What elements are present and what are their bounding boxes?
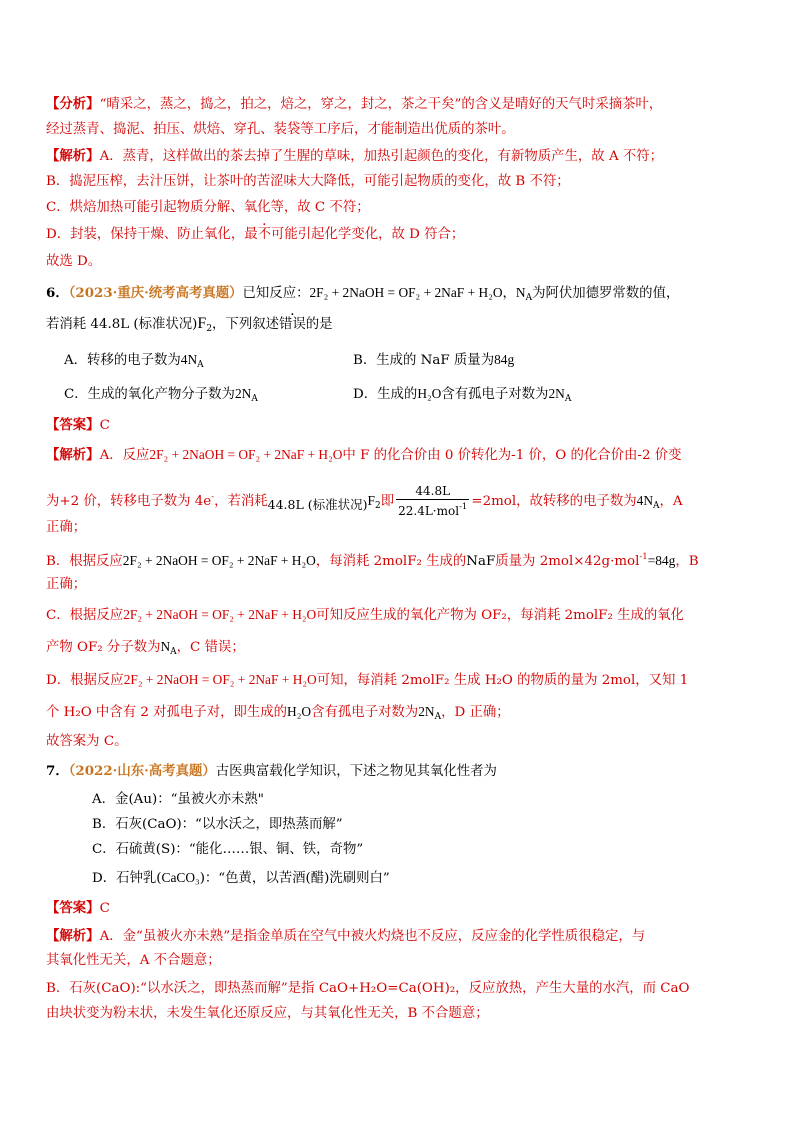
explain5-a: 【解析】A．蒸青，这样做出的茶去掉了生腥的草味，加热引起颜色的变化，有新物质产生，故 A 不符； [46, 148, 664, 164]
q7-explain-b-1: B．石灰(CaO):“以水沃之，即热蒸而解”是指 CaO+H₂O=Ca(OH)₂，反应放热，产生大量的水汽，而 CaO [46, 981, 690, 996]
q6-stem-line-1: 6．（2023·重庆·统考高考真题）已知反应：2F₂ + 2NaOH = OF₂ + 2NaF + H₂O，$N_A$为阿伏加德罗常数的值， [46, 285, 680, 303]
q6-explain-a-3: 正确； [46, 520, 87, 535]
q7-answer: 【答案】C [46, 900, 110, 916]
q6-answer: 【答案】C [46, 417, 110, 433]
q6-explain-a-1: 【解析】A．反应2F₂ + 2NaOH = OF₂ + 2NaF + H₂O中 F 的化合价由 0 价转化为-1 价，O 的化合价由-2 价变 [46, 447, 682, 463]
q7-explain-a-1: 【解析】A．金“虽被火亦未熟”是指金单质在空气中被火灼烧也不反应，反应金的化学性质很稳定，与 [46, 928, 646, 944]
q6-number: 6． [46, 285, 69, 301]
q6-conclusion: 故答案为 C。 [46, 734, 128, 749]
explain5-c: C．烘焙加热可能引起物质分解、氧化等，故 C 不符； [46, 200, 370, 215]
q6-explain-b-1: B．根据反应2F₂ + 2NaOH = OF₂ + 2NaF + H₂O，每消耗 2molF₂ 生成的NaF质量为 2mol×42g·mol$^{-1}$=84g，B [46, 552, 699, 569]
q6-explain-d-1: D．根据反应2F₂ + 2NaOH = OF₂ + 2NaF + H₂O可知，每消耗 2molF₂ 生成 H₂O 的物质的量为 2mol，又知 1 [46, 672, 689, 688]
q6-option-d: D．生成的H₂O含有孤电子对数为$2N_A$ [353, 386, 572, 404]
q6-explain-d-2: 个 H₂O 中含有 2 对孤电子对，即生成的H₂O含有孤电子对数为$2N_A$，D 正确； [46, 704, 510, 722]
q6-explain-c-1: C．根据反应2F₂ + 2NaOH = OF₂ + 2NaF + H₂O可知反应生成的氧化产物为 OF₂，每消耗 2molF₂ 生成的氧化 [46, 607, 685, 623]
q6-source: （2023·重庆·统考高考真题） [68, 285, 243, 301]
explain5-d: D．封装，保持干燥、防止氧化，最不可能引起化学变化，故 D 符合； [46, 227, 465, 242]
q7-stem: 7．（2022·山东·高考真题）古医典富载化学知识，下述之物见其氧化性者为 [46, 763, 497, 779]
q7-explain-a-2: 其氧化性无关，A 不合题意； [46, 953, 221, 968]
q7-number: 7． [46, 763, 69, 779]
q6-option-a: A．转移的电子数为$4N_A$ [64, 352, 204, 370]
q7-option-c: C．石硫黄(S)：“能化……银、铜、铁，奇物” [92, 842, 364, 857]
q6-option-b: B．生成的 NaF 质量为84g [353, 352, 515, 368]
analysis-line-1: 【分析】“晴采之，蒸之，捣之，拍之，焙之，穿之，封之，茶之干矣”的含义是晴好的天气时采摘茶叶， [46, 96, 663, 112]
q7-option-b: B．石灰(CaO)：“以水沃之，即热蒸而解” [92, 817, 343, 832]
q6-equation: 2F₂ + 2NaOH = OF₂ + 2NaF + H₂O [309, 285, 503, 300]
q6-stem-line-2: 若消耗 44.8L (标准状况)$F_2$，下列叙述错误的是 [46, 315, 333, 334]
q6-option-c: C．生成的氧化产物分子数为$2N_A$ [64, 386, 258, 404]
explain5-b: B．捣泥压榨，去汁压饼，让茶叶的苦涩味大大降低，可能引起物质的变化，故 B 不符； [46, 174, 570, 189]
q7-source: （2022·山东·高考真题） [68, 763, 216, 779]
q6-explain-a-2: 为+2 价，转移电子数为 4e-，若消耗44.8L (标准状况)$F_2$即 $\frac{44.8L}{22.4L\cdot mol^{-1}}$ =2mol，故转移的电子数为$4N_A$，A [46, 484, 683, 518]
analysis-line-2: 经过蒸青、捣泥、拍压、烘焙、穿孔、装袋等工序后，才能制造出优质的茶叶。 [46, 122, 515, 137]
q6-explain-c-2: 产物 OF₂ 分子数为$N_A$，C 错误； [46, 639, 245, 657]
q6-explain-b-2: 正确； [46, 577, 87, 592]
q6-fraction: $\frac{44.8L}{22.4L\cdot mol^{-1}}$ [398, 484, 468, 518]
q6-emphasis: 错误 [279, 317, 306, 332]
q7-option-d: D．石钟乳(CaCO₃)：“色黄，以苦酒(醋)洗刷则白” [92, 870, 390, 886]
q7-option-a: A．金(Au)：“虽被火亦未熟" [92, 792, 264, 807]
analysis-tag: 【分析】 [46, 96, 100, 112]
q7-explain-b-2: 由块状变为粉末状，未发生氧化还原反应，与其氧化性无关，B 不合题意； [46, 1006, 489, 1021]
explain5-conclusion: 故选 D。 [46, 254, 102, 269]
